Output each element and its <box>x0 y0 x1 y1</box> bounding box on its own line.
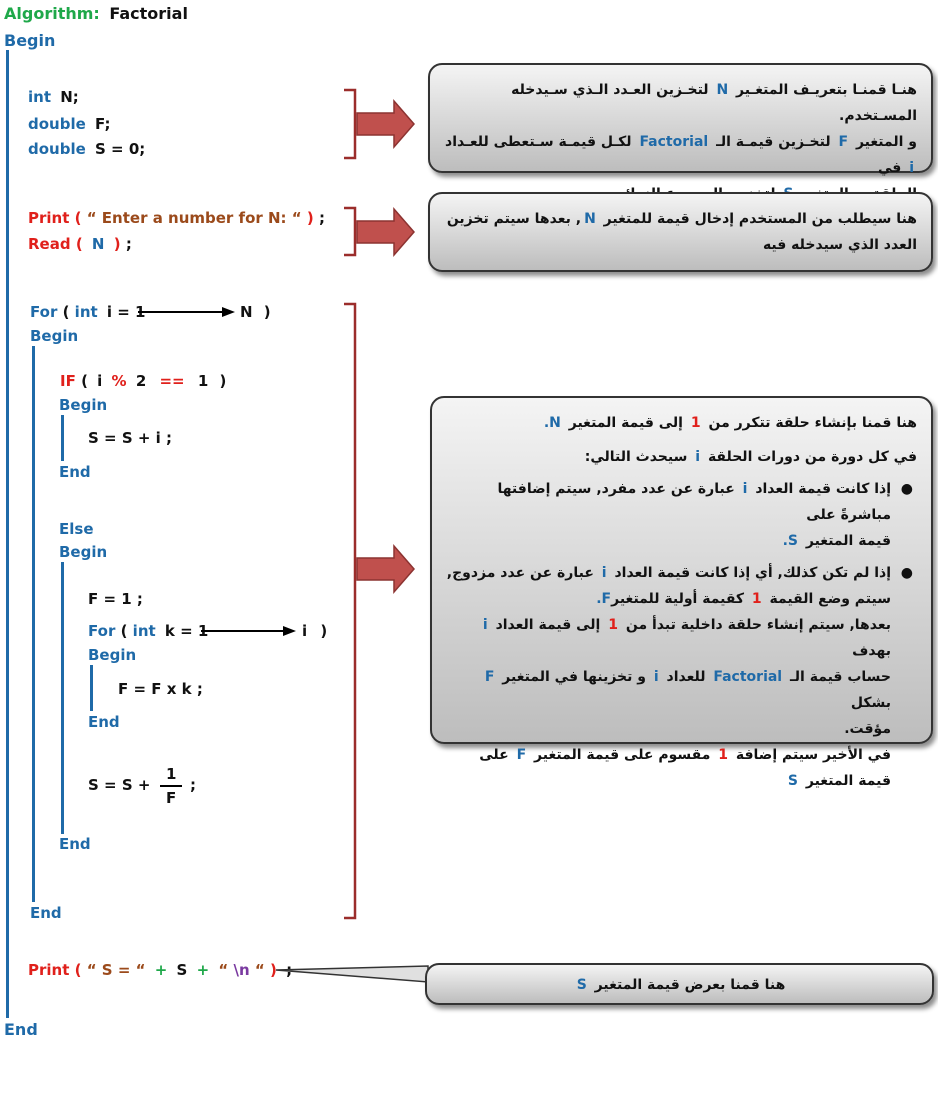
semicolon: ; <box>318 209 325 227</box>
paren-close: ) <box>113 235 121 253</box>
if-begin: Begin <box>59 396 108 414</box>
note-declarations <box>428 63 933 176</box>
note-text: للعداد <box>666 669 706 685</box>
note-var: i <box>742 481 748 497</box>
callout-pointer <box>276 966 428 982</box>
note-line <box>444 232 917 258</box>
arrow-loop <box>357 546 414 592</box>
paren-open: ( <box>120 622 128 640</box>
decl-type: double <box>28 140 86 158</box>
note-text: و تخزينها في المتغير <box>502 669 646 685</box>
else-end: End <box>59 835 91 853</box>
note-text: بعدها, سيتم إنشاء حلقة داخلية تبدأ من <box>625 617 891 633</box>
note-line <box>444 77 917 129</box>
note-text: عبارة عن عدد مفرد, سيتم إضافتها مباشرةً على <box>497 481 891 523</box>
note-var: S. <box>782 533 798 549</box>
concat-plus: + <box>154 961 168 979</box>
for-keyword: For <box>30 303 58 321</box>
note-var: F <box>838 134 849 150</box>
note-text: حساب قيمة الـ <box>789 669 891 685</box>
else-begin: Begin <box>59 543 108 561</box>
note-number: 1 <box>690 415 701 431</box>
quote-close: “ <box>254 961 265 979</box>
note-var: N <box>584 211 596 227</box>
note-var: Factorial <box>713 669 783 685</box>
semicolon: ; <box>125 235 132 253</box>
note-text: مؤقت. <box>844 721 891 737</box>
eq-operator: == <box>159 372 185 390</box>
note-text: , بعدها سيتم تخزين <box>446 211 582 227</box>
if-end: End <box>59 463 91 481</box>
newline-escape: \n <box>233 961 250 979</box>
note-text: في الأخير سيتم إضافة <box>735 747 891 763</box>
decl-var: F; <box>95 115 111 133</box>
note-line <box>446 410 917 436</box>
note-text: بهدف <box>852 643 891 659</box>
if-value: 1 <box>197 372 209 390</box>
note-var: F. <box>596 591 612 607</box>
note-var: i <box>909 160 914 176</box>
note-text: إلى قيمة العداد <box>495 617 601 633</box>
note-number: 1 <box>718 747 729 763</box>
for-init: i = 1 <box>106 303 146 321</box>
note-text: عبارة عن عدد مزدوج, <box>446 565 594 581</box>
decl-var: N; <box>60 88 79 106</box>
output-string: “ S = “ <box>86 961 146 979</box>
note-loop <box>430 396 933 789</box>
bracket-decl <box>344 90 355 158</box>
note-var: N <box>716 82 729 98</box>
bullet-dot-icon: ● <box>900 481 913 497</box>
mod-operator: % <box>111 372 127 390</box>
note-text: هنا قمنا بعرض قيمة المتغير <box>594 977 786 993</box>
bracket-io <box>344 208 355 255</box>
for-k-begin: Begin <box>88 646 137 664</box>
note-line <box>444 129 917 181</box>
if-var: i <box>97 372 103 390</box>
note-line <box>444 206 917 232</box>
for-k-body: F = F x k ; <box>118 680 203 698</box>
note-text: إذا لم تكن كذلك, أي إذا كانت قيمة العداد <box>614 565 891 581</box>
read-var: N <box>91 235 105 253</box>
note-line <box>446 444 917 470</box>
output-var: S <box>176 961 188 979</box>
paren-close: ) <box>269 961 277 979</box>
note-var: i <box>601 565 607 581</box>
note-text: هنا قمنا بإنشاء حلقة تتكرر من <box>708 415 917 431</box>
paren-close: ) <box>306 209 314 227</box>
note-text: لتخـزين العـدد الـذي سـيدخله المسـتخدم. <box>511 82 917 124</box>
note-number: 1 <box>608 617 618 633</box>
for-int-type: int <box>132 622 156 640</box>
for-init: k = 1 <box>164 622 209 640</box>
note-var: F <box>484 669 495 685</box>
note-text: العدد الذي سيدخله فيه <box>762 237 917 253</box>
paren-open: ( <box>74 961 82 979</box>
decl-var: S = 0; <box>95 140 146 158</box>
for-i-begin: Begin <box>30 327 79 345</box>
if-body: S = S + i ; <box>88 429 172 447</box>
paren-open: ( <box>81 372 88 390</box>
algorithm-label: Algorithm: <box>4 4 100 23</box>
sum-lhs: S = S + <box>88 776 151 794</box>
note-text: إذا كانت قيمة العداد <box>755 481 891 497</box>
paren-open: ( <box>75 235 83 253</box>
for-limit-var: i <box>302 622 308 640</box>
arrow-decl <box>357 101 414 147</box>
fraction-denominator: F <box>166 789 177 807</box>
for-keyword: For <box>88 622 116 640</box>
note-number: 1 <box>751 591 762 607</box>
paren-open: ( <box>62 303 70 321</box>
arrow-io <box>357 209 414 255</box>
note-text: هنـا قمنـا بتعريـف المتغـير <box>736 82 917 98</box>
note-var: S <box>576 977 587 993</box>
note-text: لتخـزين قيمـة الـ <box>716 134 831 150</box>
paren-close: ) <box>320 622 328 640</box>
decl-type: double <box>28 115 86 133</box>
for-k-end: End <box>88 713 120 731</box>
sum-semicolon: ; <box>190 776 196 794</box>
note-text: بشكل <box>850 695 891 711</box>
note-var: i <box>653 669 659 685</box>
bullet-odd <box>446 476 917 554</box>
for-int-type: int <box>74 303 98 321</box>
fraction-numerator: 1 <box>166 765 177 783</box>
note-text: في <box>877 160 902 176</box>
main-end: End <box>4 1020 38 1039</box>
concat-plus: + <box>196 961 210 979</box>
note-var: S <box>787 773 798 789</box>
bullet-dot-icon: ● <box>900 565 913 581</box>
if-keyword: IF <box>60 372 76 390</box>
print-keyword: Print <box>28 961 70 979</box>
f-init: F = 1 ; <box>88 590 143 608</box>
paren-close: ) <box>263 303 271 321</box>
note-text: كقيمة أولية للمتغير <box>611 591 745 607</box>
note-var: i <box>482 617 488 633</box>
note-output <box>425 963 934 1005</box>
for-limit-var: N <box>240 303 253 321</box>
note-var: N. <box>543 415 561 431</box>
for-i-end: End <box>30 904 62 922</box>
bracket-loop <box>344 304 355 918</box>
prompt-string: “ Enter a number for N: “ <box>86 209 302 227</box>
note-text: لكـل قيمـة سـتعطى للعـداد <box>445 134 632 150</box>
note-var: F <box>516 747 527 763</box>
note-text: و المتغير <box>855 134 917 150</box>
paren-open: ( <box>74 209 82 227</box>
note-text: في كل دورة من دورات الحلقة <box>707 449 917 465</box>
note-text: على قيمة المتغير <box>479 747 891 789</box>
quote-open: “ <box>218 961 229 979</box>
else-keyword: Else <box>59 520 94 538</box>
mod-number: 2 <box>135 372 147 390</box>
note-input <box>428 192 933 272</box>
note-var: i <box>695 449 701 465</box>
paren-close: ) <box>219 372 227 390</box>
main-begin: Begin <box>4 31 56 50</box>
note-text: سيحدث التالي: <box>584 449 688 465</box>
note-var: Factorial <box>639 134 709 150</box>
bullet-even <box>446 560 917 794</box>
decl-type: int <box>28 88 51 106</box>
note-text: هنا سيطلب من المستخدم إدخال قيمة للمتغير <box>603 211 917 227</box>
read-keyword: Read <box>28 235 71 253</box>
print-keyword: Print <box>28 209 70 227</box>
note-text: إلى قيمة المتغير <box>568 415 683 431</box>
algorithm-name: Factorial <box>109 4 188 23</box>
note-text: قيمة المتغير <box>805 533 891 549</box>
note-text: سيتم وضع القيمة <box>769 591 891 607</box>
note-text: مقسوم على قيمة المتغير <box>534 747 711 763</box>
